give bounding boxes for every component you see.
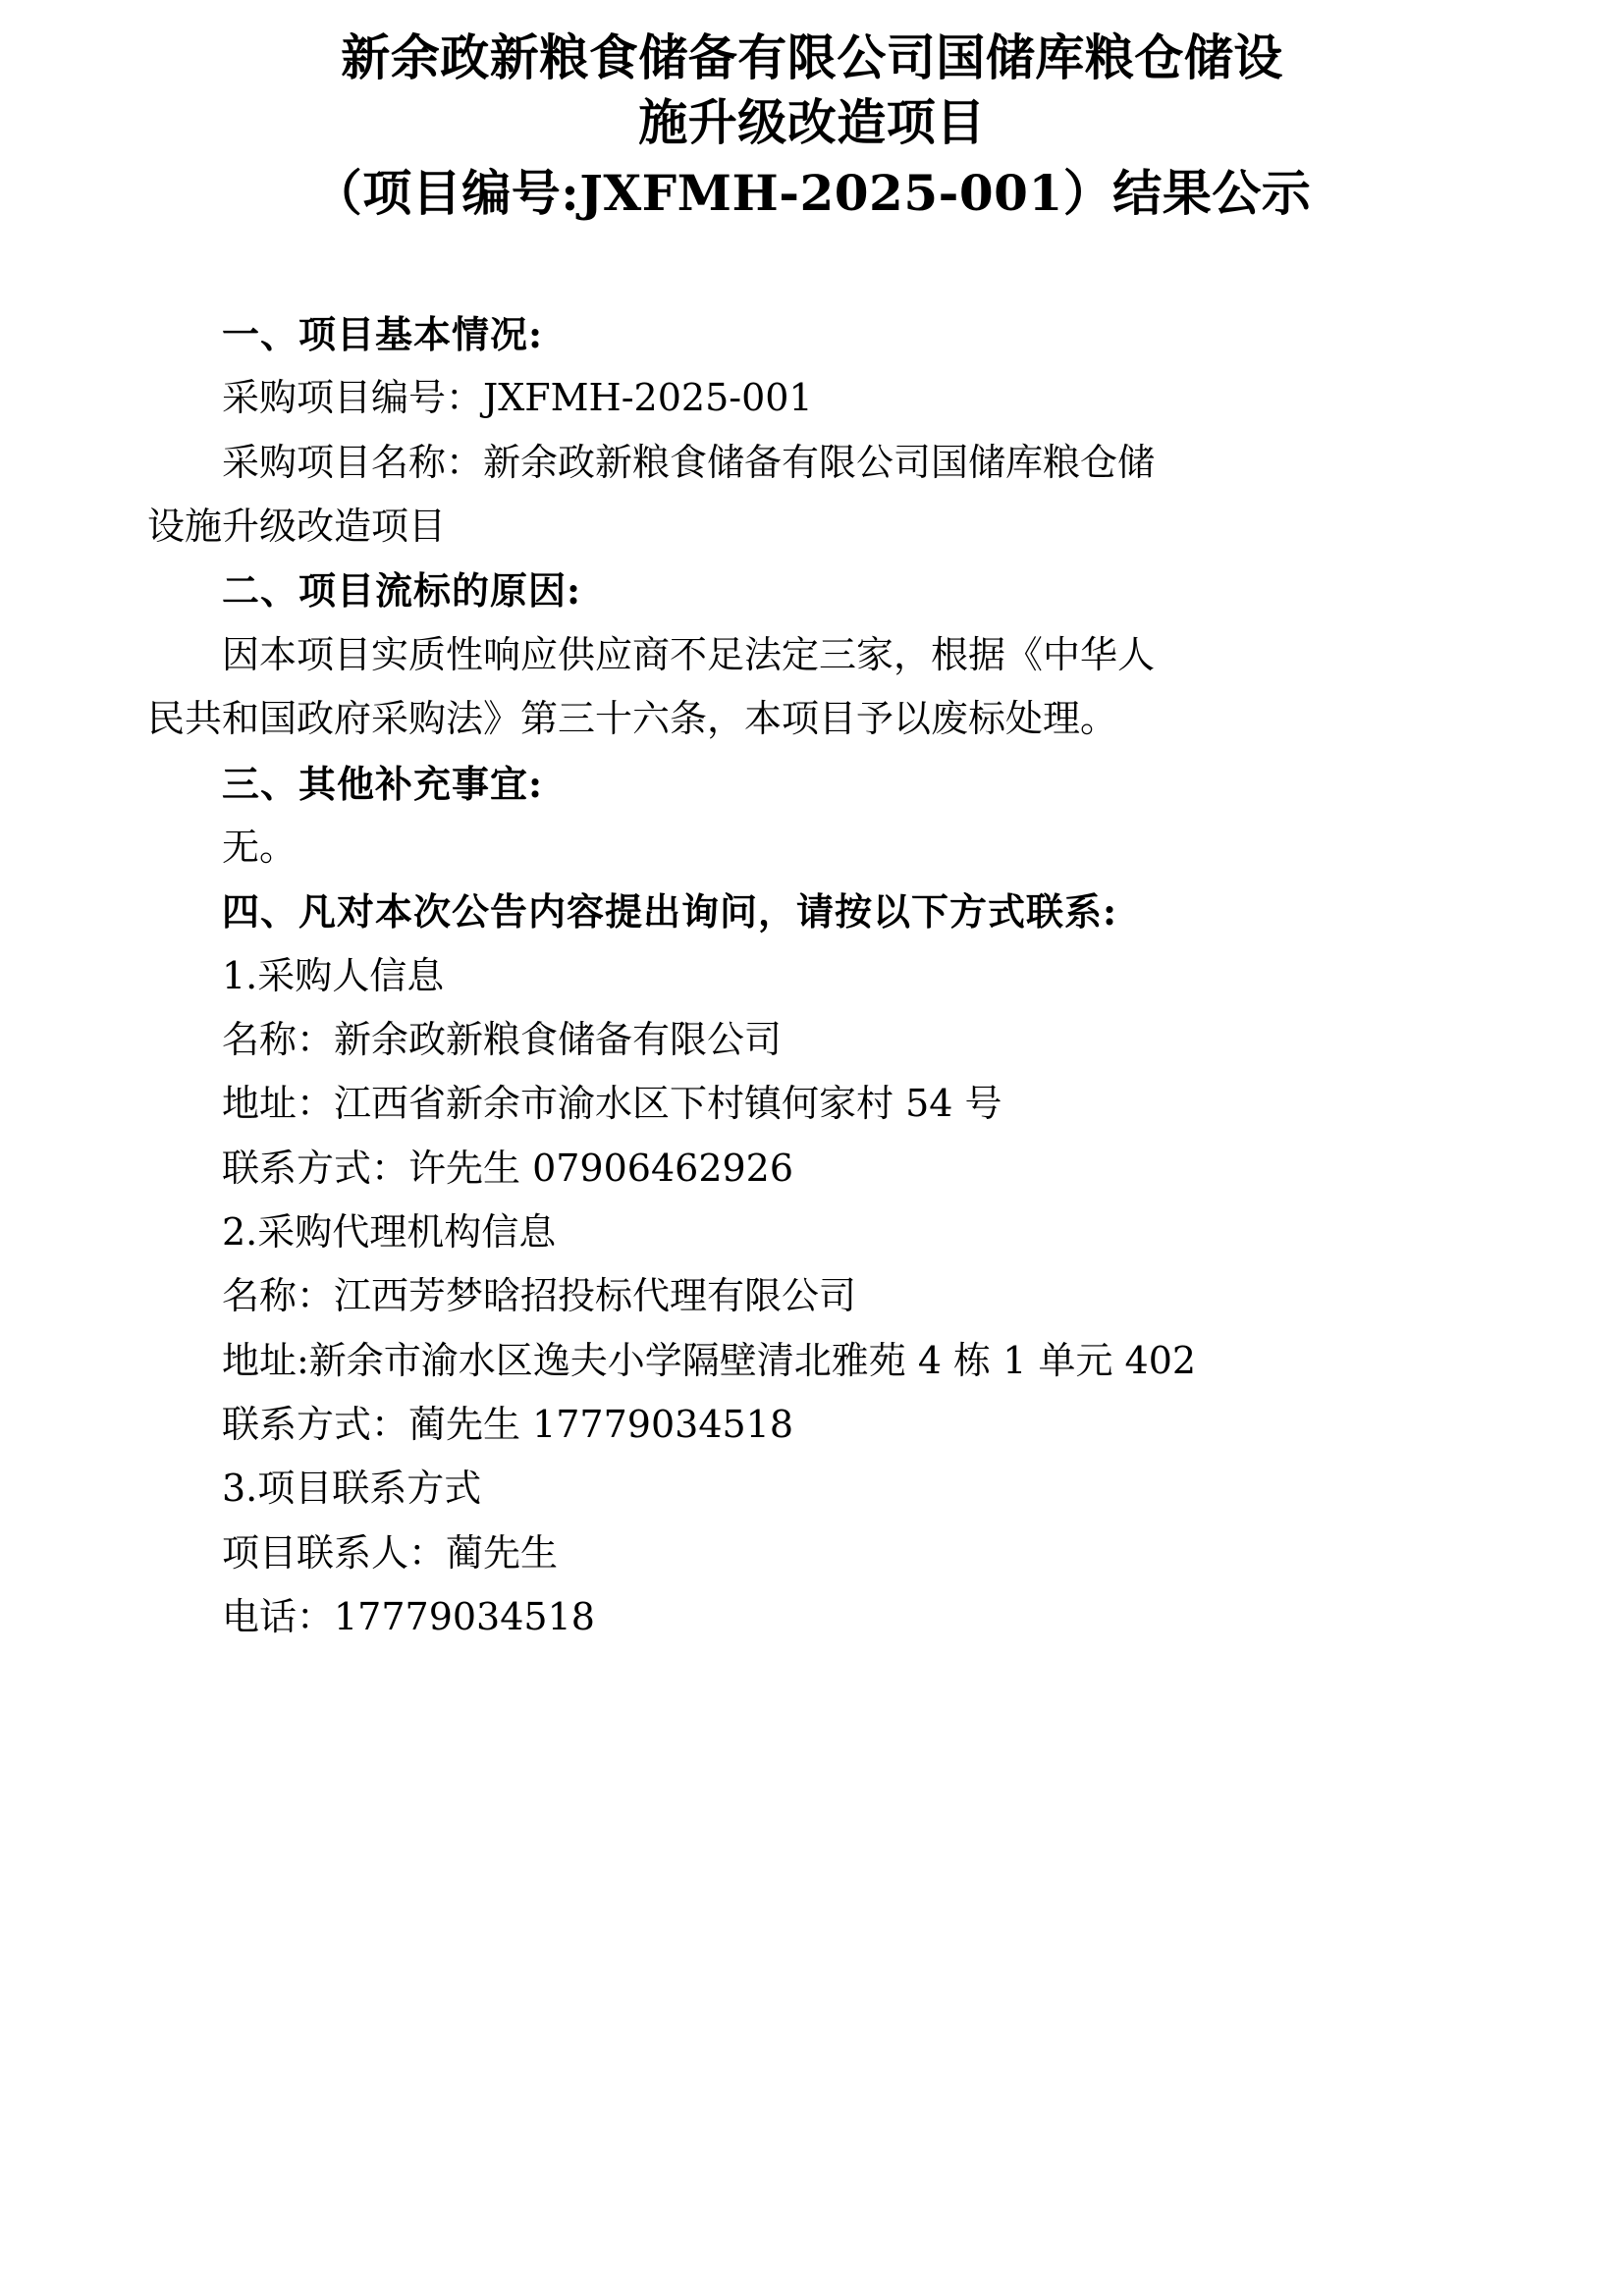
- section-2-line-1: 因本项目实质性响应供应商不足法定三家，根据《中华人: [222, 632, 1156, 676]
- title-line-1: 新余政新粮食储备有限公司国储库粮仓储设: [341, 28, 1283, 86]
- section-4-line-10: 项目联系人：蔺先生: [222, 1530, 559, 1575]
- title-line-3: （项目编号:JXFMH-2025-001）结果公示: [312, 164, 1312, 222]
- section-4-line-2: 名称：新余政新粮食储备有限公司: [222, 1017, 783, 1061]
- section-4-line-9: 3.项目联系方式: [222, 1467, 482, 1511]
- section-4-line-7: 地址:新余市渝水区逸夫小学隔壁清北雅苑 4 栋 1 单元 402: [222, 1338, 1197, 1382]
- section-heading-4: 四、凡对本次公告内容提出询问，请按以下方式联系:: [222, 889, 1118, 934]
- title-line-2: 施升级改造项目: [638, 93, 986, 151]
- section-4-line-4: 联系方式：许先生 07906462926: [222, 1146, 794, 1190]
- document-body: [147, 302, 1477, 1650]
- section-heading-2: 二、项目流标的原因:: [222, 568, 582, 614]
- document-title: [147, 26, 1477, 226]
- section-1-line-3: 设施升级改造项目: [147, 505, 447, 549]
- section-3-line-1: 无。: [222, 825, 298, 869]
- section-4-line-1: 1.采购人信息: [222, 953, 445, 997]
- section-heading-3: 三、其他补充事宜:: [222, 761, 544, 806]
- section-4-line-3: 地址：江西省新余市渝水区下村镇何家村 54 号: [222, 1082, 1002, 1126]
- section-1-line-1: 采购项目编号：JXFMH-2025-001: [222, 376, 813, 420]
- section-4-line-11: 电话：17779034518: [222, 1595, 595, 1639]
- section-4-line-8: 联系方式：蔺先生 17779034518: [222, 1403, 794, 1447]
- section-4-line-5: 2.采购代理机构信息: [222, 1210, 557, 1255]
- section-4-line-6: 名称：江西芳梦晗招投标代理有限公司: [222, 1274, 857, 1318]
- section-1-line-2: 采购项目名称：新余政新粮食储备有限公司国储库粮仓储: [222, 440, 1156, 484]
- section-heading-1: 一、项目基本情况:: [222, 312, 544, 356]
- section-2-line-2: 民共和国政府采购法》第三十六条，本项目予以废标处理。: [147, 697, 1118, 741]
